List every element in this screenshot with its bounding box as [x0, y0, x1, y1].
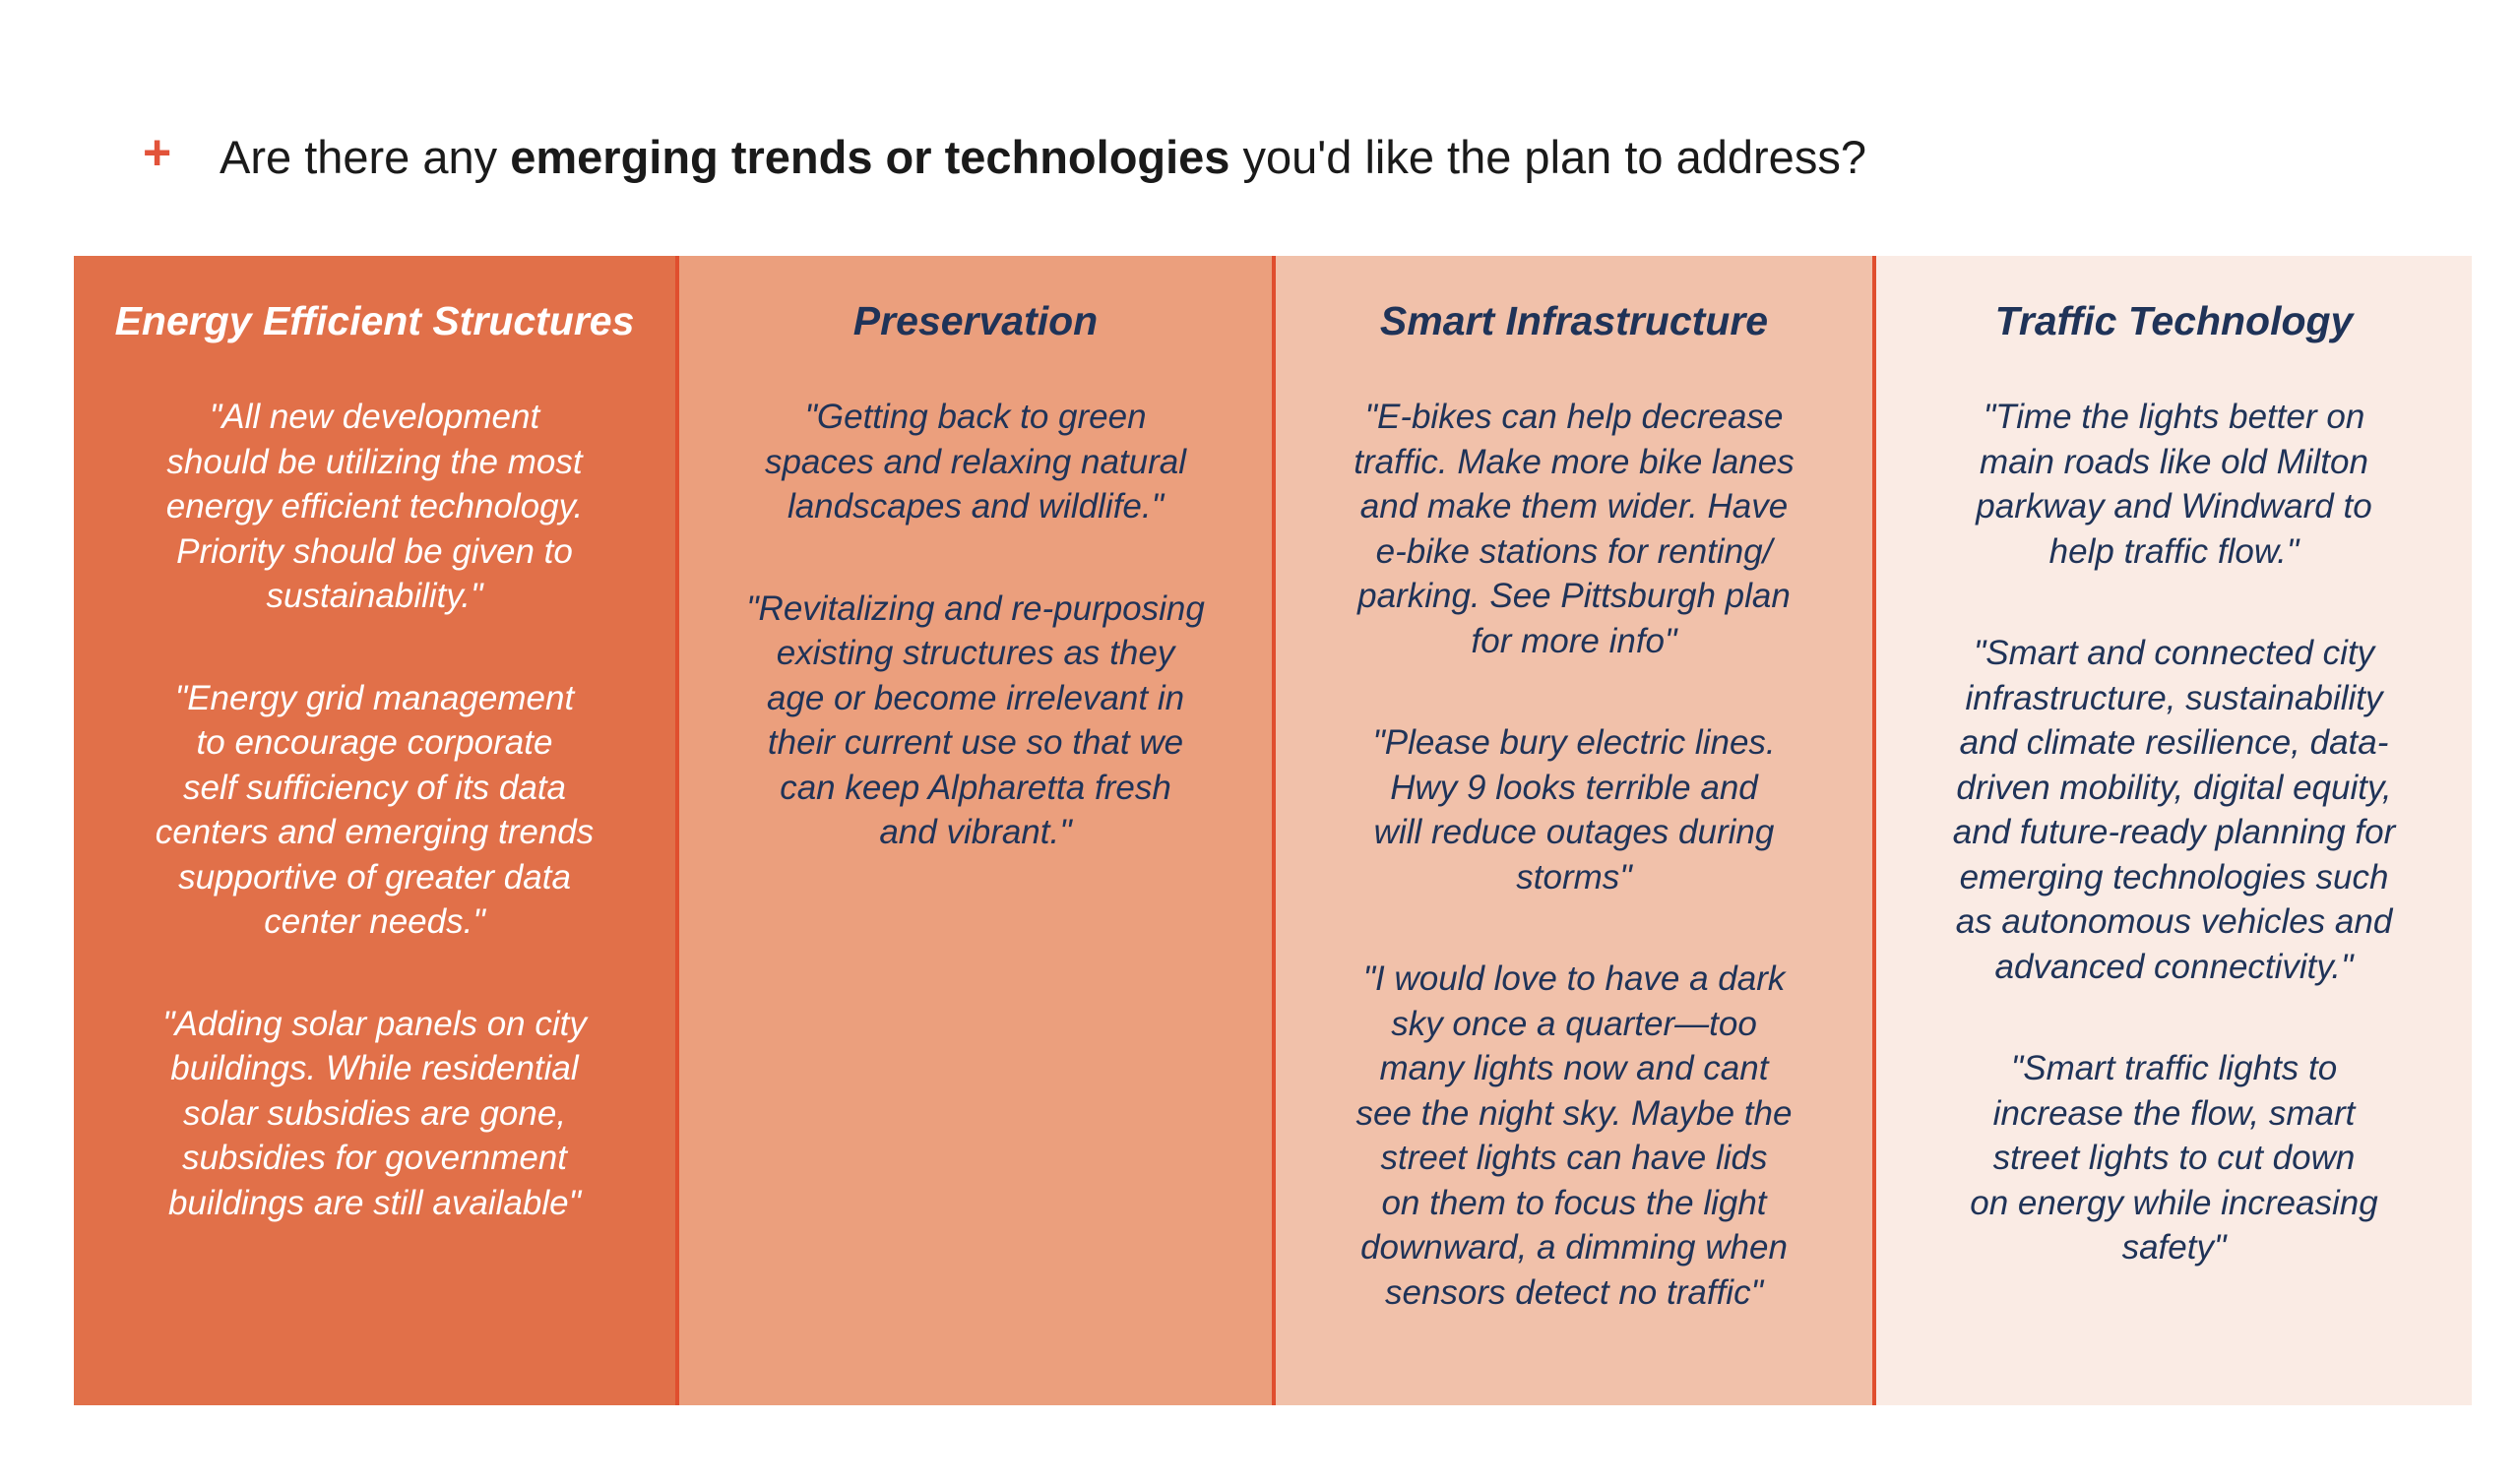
column-preservation — [675, 256, 1272, 1405]
quote: "Smart traffic lights to increase the flow, smart street lights to cut down on energy while increasing safety" — [1970, 1049, 2378, 1268]
quote: "Energy grid management to encourage corporate self sufficiency of its data centers and emerging trends supportive of greater data center needs." — [155, 678, 595, 942]
question-text — [220, 130, 1866, 184]
question-heading — [143, 124, 1866, 184]
quote: "Smart and connected city infrastructure, sustainability and climate resilience, data- driven mobility, digital equity, and future-ready planning for emerging technologies such as autonomous vehicles and advanced connectivity." — [1952, 634, 2396, 986]
column-title: Energy Efficient Structures — [114, 298, 635, 343]
column-traffic-technology — [1872, 256, 2472, 1405]
quote: "Time the lights better on main roads like old Milton parkway and Windward to help traffic flow." — [1976, 398, 2372, 571]
quote: "Please bury electric lines. Hwy 9 looks terrible and will reduce outages during storms" — [1372, 723, 1776, 897]
plus-icon: + — [143, 124, 172, 180]
quote: "E-bikes can help decrease traffic. Make more bike lanes and make them wider. Have e-bike stations for renting/ parking. See Pittsburgh plan for more info" — [1354, 398, 1795, 660]
column-title: Smart Infrastructure — [1379, 298, 1769, 343]
column-title: Preservation — [852, 298, 1099, 343]
quote: "Getting back to green spaces and relaxing natural landscapes and wildlife." — [764, 398, 1187, 526]
responses-panel — [74, 256, 2472, 1405]
quote: "Adding solar panels on city buildings. While residential solar subsidies are gone, subsidies for government buildings are still available" — [162, 1004, 587, 1222]
column-smart-infrastructure — [1272, 256, 1872, 1405]
column-title: Traffic Technology — [1994, 298, 2354, 343]
quote: "Revitalizing and re-purposing existing structures as they age or become irrelevant in their current use so that we can keep Alpharetta fresh and vibrant." — [746, 588, 1205, 852]
question-text-start: Are there any — [220, 131, 511, 183]
quote: "I would love to have a dark sky once a quarter—too many lights now and cant see the night sky. Maybe the street lights can have lids on them to focus the light downward, a dimming when sensors detect no traffic" — [1355, 959, 1793, 1312]
question-text-end: you'd like the plan to address? — [1229, 131, 1866, 183]
column-energy-efficient-structures — [74, 256, 675, 1405]
quote: "All new development should be utilizing the most energy efficient technology. Priority should be given to sustainability." — [165, 398, 584, 616]
question-text-emphasis: emerging trends or technologies — [510, 131, 1230, 183]
